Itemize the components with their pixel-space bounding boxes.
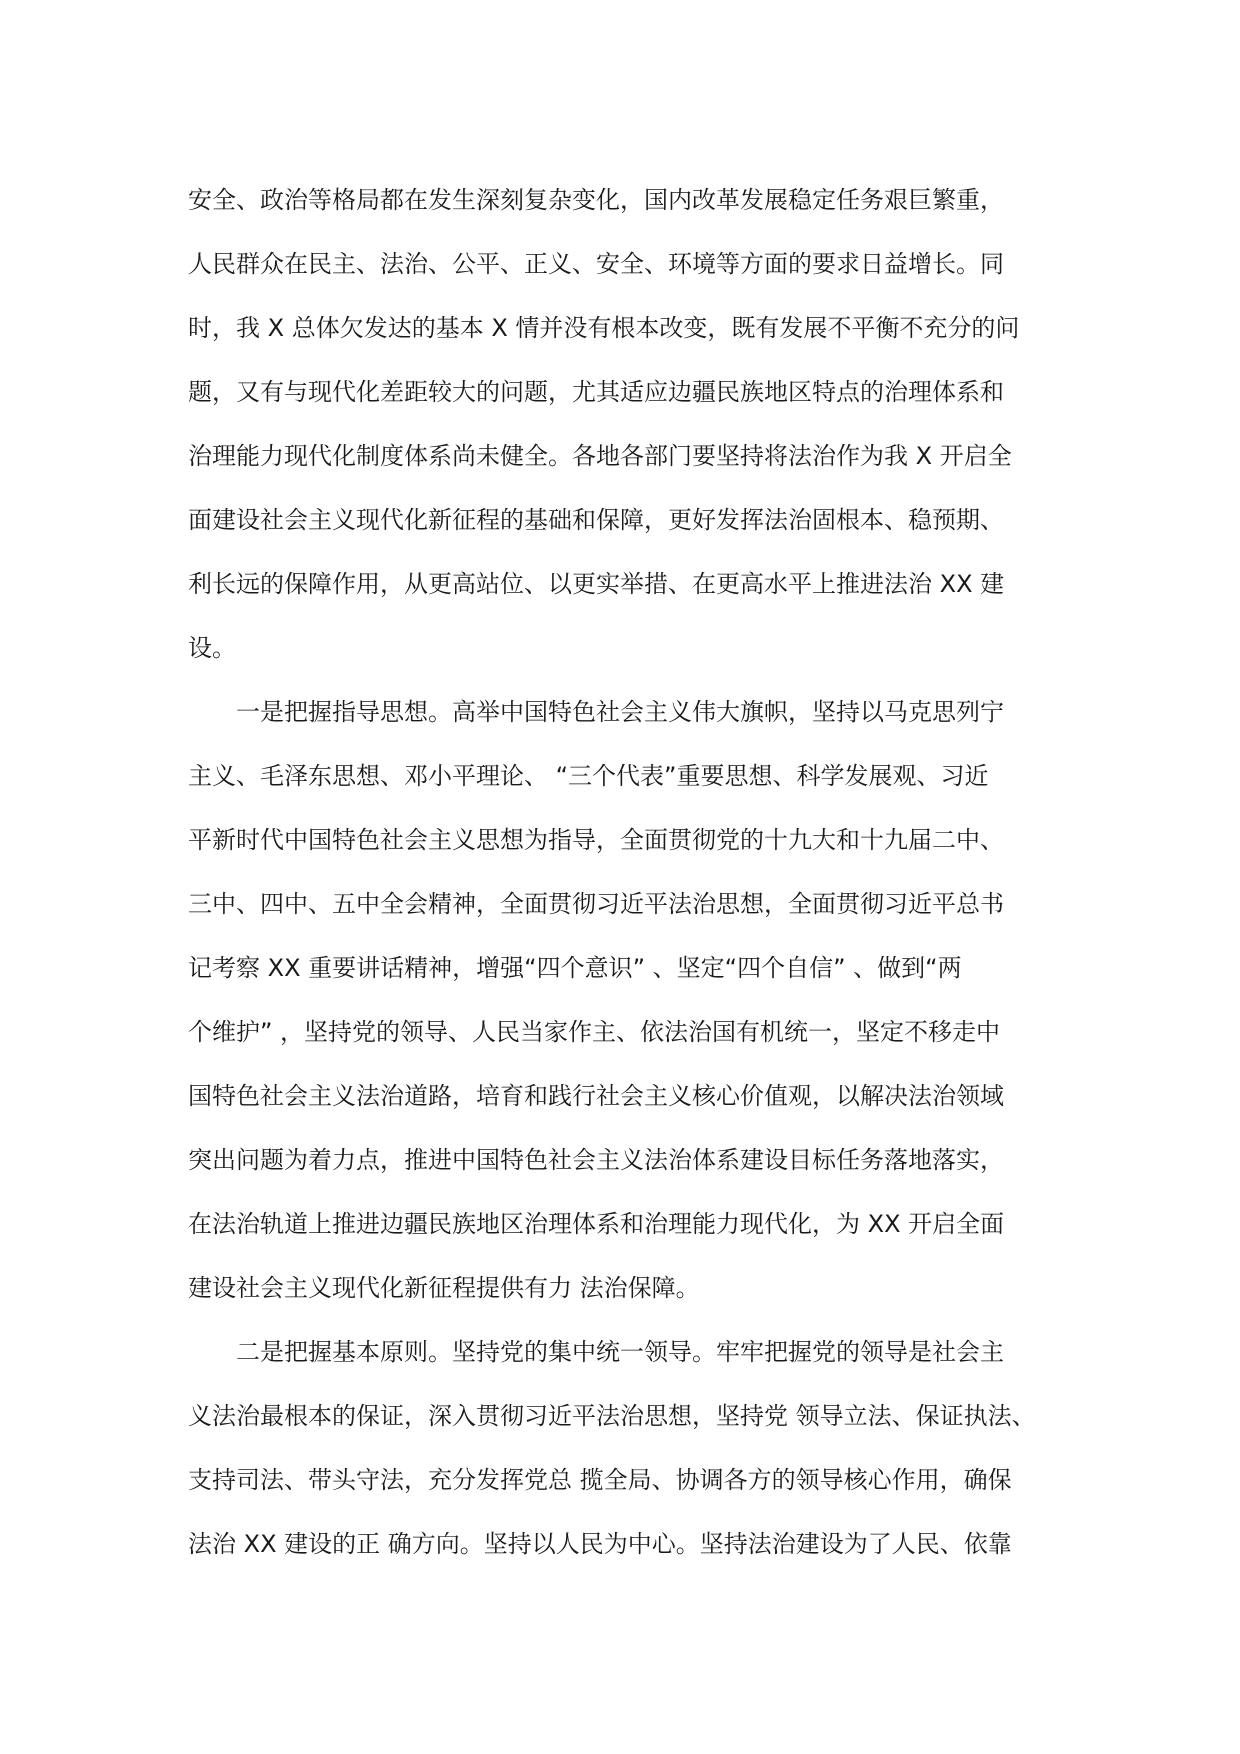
text-line: 记考察 XX 重要讲话精神，增强“四个意识” 、坚定“四个自信” 、做到“两 (188, 954, 962, 982)
text-line: 平新时代中国特色社会主义思想为指导，全面贯彻党的十九大和十九届二中、 (188, 826, 1004, 854)
text-line: 突出问题为着力点，推进中国特色社会主义法治体系建设目标任务落地落实， (188, 1146, 1004, 1174)
text-line: 主义、毛泽东思想、邓小平理论、 “三个代表”重要思想、科学发展观、习近 (188, 762, 989, 790)
text-line: 法治 XX 建设的正 确方向。坚持以人民为中心。坚持法治建设为了人民、依靠 (188, 1530, 1012, 1558)
text-line: 义法治最根本的保证，深入贯彻习近平法治思想，坚持党 领导立法、保证执法、 (188, 1402, 1036, 1430)
text-line: 安全、政治等格局都在发生深刻复杂变化，国内改革发展稳定任务艰巨繁重， (188, 186, 1004, 214)
text-line: 个维护” ，坚持党的领导、人民当家作主、依法治国有机统一，坚定不移走中 (188, 1018, 1001, 1046)
text-line: 在法治轨道上推进边疆民族地区治理体系和治理能力现代化，为 XX 开启全面 (188, 1210, 1005, 1238)
text-line: 人民群众在民主、法治、公平、正义、安全、环境等方面的要求日益增长。同 (188, 250, 1004, 278)
text-line: 治理能力现代化制度体系尚未健全。各地各部门要坚持将法治作为我 X 开启全 (188, 442, 1012, 470)
text-line: 建设社会主义现代化新征程提供有力 法治保障。 (188, 1274, 700, 1302)
text-line: 国特色社会主义法治道路，培育和践行社会主义核心价值观，以解决法治领域 (188, 1082, 1004, 1110)
text-line: 题，又有与现代化差距较大的问题，尤其适应边疆民族地区特点的治理体系和 (188, 378, 1004, 406)
text-line: 时，我 X 总体欠发达的基本 X 情并没有根本改变，既有发展不平衡不充分的问 (188, 314, 1020, 342)
paragraph-first-line: 二是把握基本原则。坚持党的集中统一领导。牢牢把握党的领导是社会主 (236, 1338, 1004, 1366)
text-line: 利长远的保障作用，从更高站位、以更实举措、在更高水平上推进法治 XX 建 (188, 570, 1005, 598)
text-line: 面建设社会主义现代化新征程的基础和保障，更好发挥法治固根本、稳预期、 (188, 506, 1004, 534)
text-line: 设。 (188, 634, 236, 662)
text-line: 支持司法、带头守法，充分发挥党总 揽全局、协调各方的领导核心作用，确保 (188, 1466, 1012, 1494)
text-line: 三中、四中、五中全会精神，全面贯彻习近平法治思想，全面贯彻习近平总书 (188, 890, 1004, 918)
paragraph-first-line: 一是把握指导思想。高举中国特色社会主义伟大旗帜，坚持以马克思列宁 (236, 698, 1004, 726)
body-text (188, 168, 1088, 1576)
